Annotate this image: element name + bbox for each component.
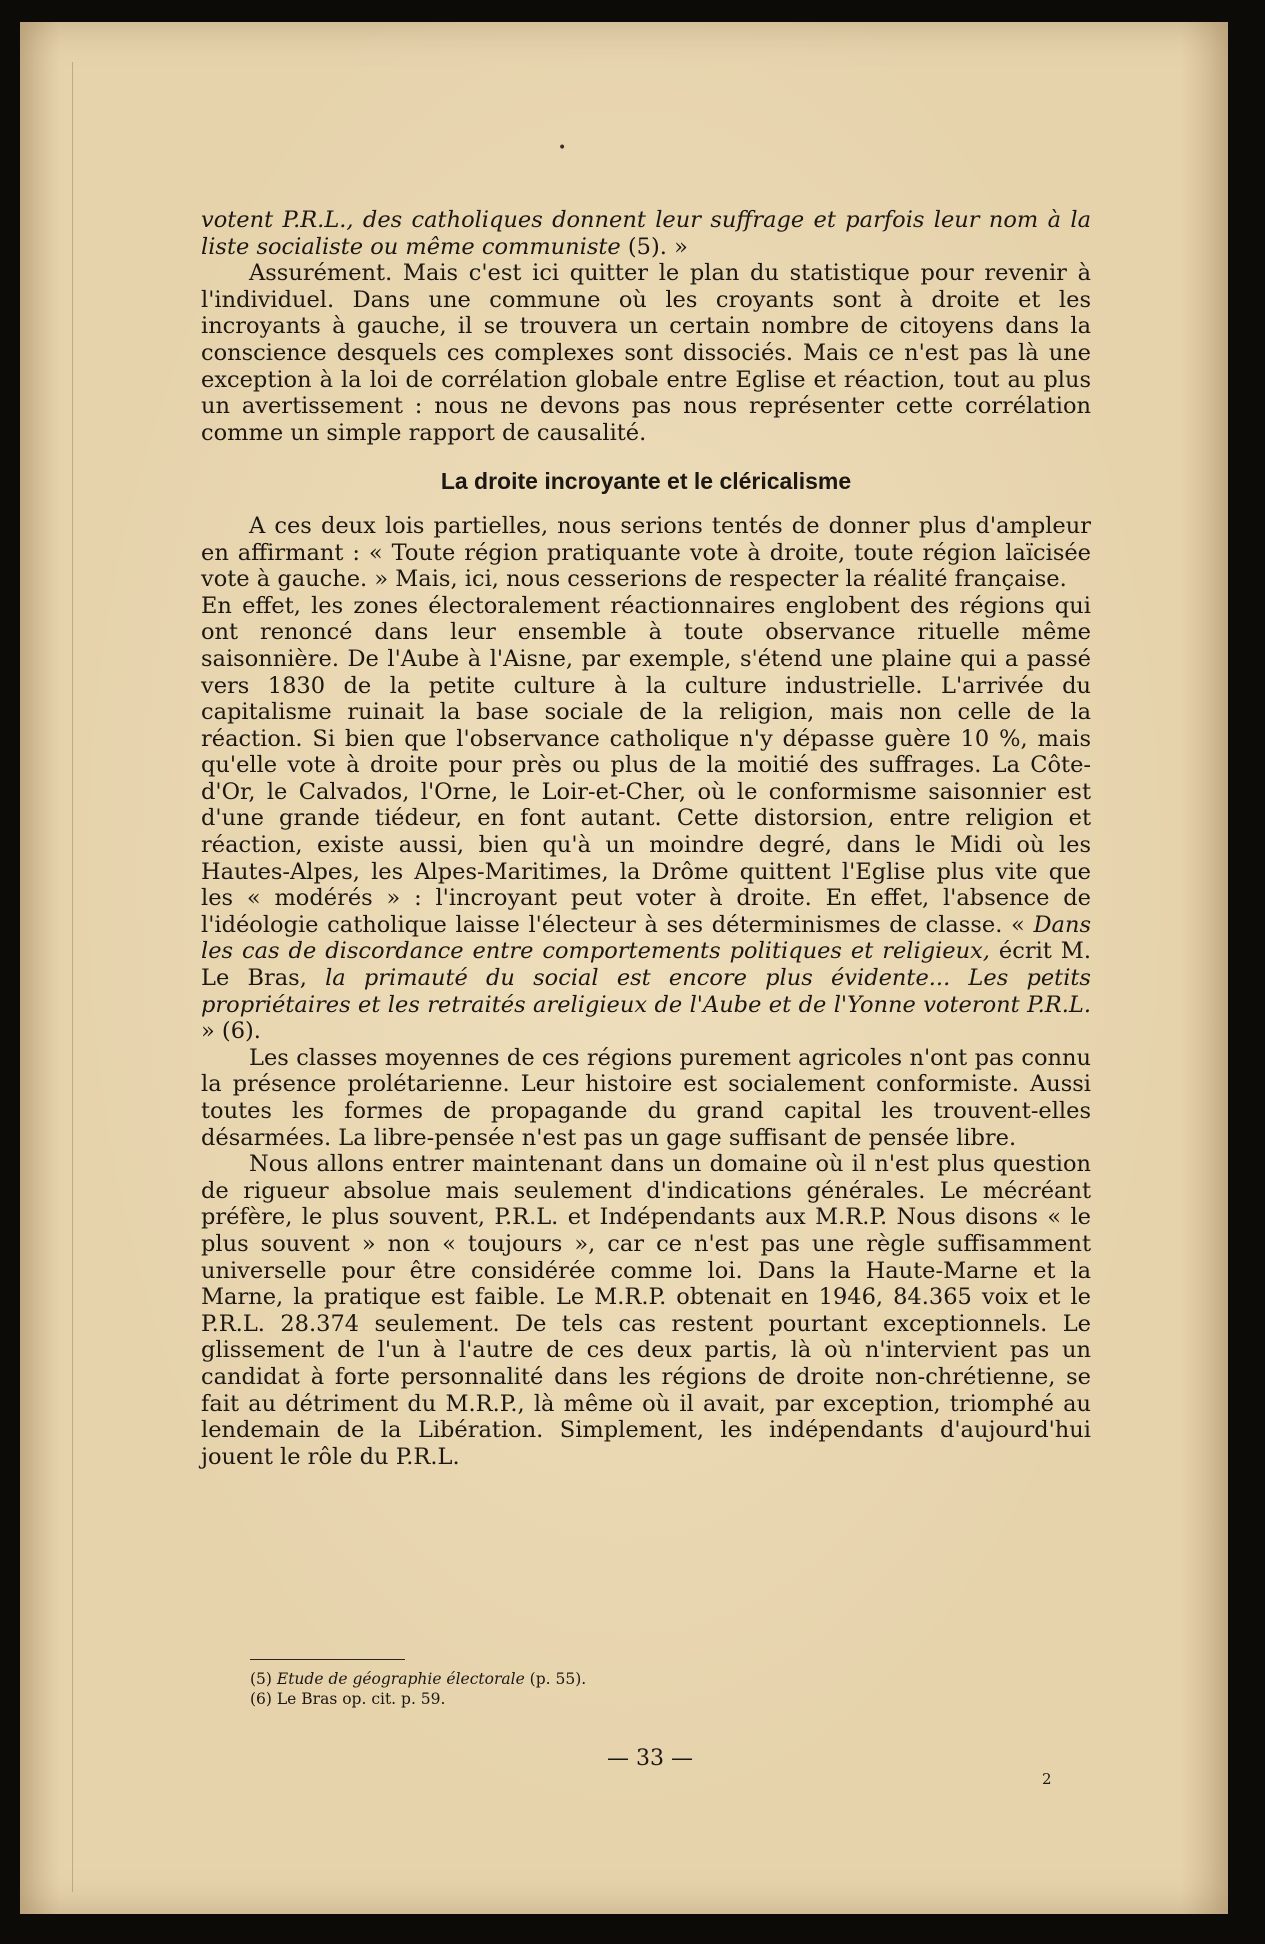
paragraph — [201, 1151, 1091, 1470]
text-segment: Assurément. Mais c'est ici quitter le plan du statistique pour revenir à l'individuel. Dans une commune où les croyants sont à droite et les incroyants à gauche, il se trouvera un certain nombre de citoyens dans la conscience desquels ces complexes sont dissociés. Mais ce n'est pas là une exception à la loi de corrélation globale entre Eglise et réaction, tout au plus un avertissement : nous ne devons pas nous représenter cette corrélation comme un simple rapport de causalité. — [201, 260, 1091, 446]
text-segment: Les classes moyennes de ces régions purement agricoles n'ont pas connu la présence prolétarienne. Leur histoire est socialement conformiste. Aussi toutes les formes de propagande du grand capital les trouvent-elles désarmées. La libre-pensée n'est pas un gage suffisant de pensée libre. — [201, 1044, 1091, 1151]
page-fold-line — [72, 62, 73, 1892]
page-number: — 33 — — [607, 1746, 693, 1771]
text-segment: Nous allons entrer maintenant dans un domaine où il n'est plus question de rigueur absolue mais seulement d'indications générales. Le mécréant préfère, le plus souvent, P.R.L. et Indépendants aux M.R.P. Nous disons « le plus souvent » non « toujours », car ce n'est pas une règle suffisamment universelle pour être considérée comme loi. Dans la Haute-Marne et la Marne, la pratique est faible. Le M.R.P. obtenait en 1946, 84.365 voix et le P.R.L. 28.374 seulement. De tels cas restent pourtant exceptionnels. Le glissement de l'un à l'autre de ces deux partis, là où n'intervient pas un candidat à forte personnalité dans les régions de droite non-chrétienne, se fait au détriment du M.R.P., là même où il avait, par exception, triomphé au lendemain de la Libération. Simplement, les indépendants d'aujourd'hui jouent le rôle du P.R.L. — [201, 1151, 1091, 1470]
body-text — [201, 207, 1091, 1470]
paragraph — [201, 1045, 1091, 1151]
ink-dot: • — [558, 140, 567, 156]
footnote-text: Le Bras op. cit. p. 59. — [276, 1690, 446, 1708]
paragraph — [201, 513, 1091, 593]
text-segment: » (6). — [201, 1018, 261, 1045]
footnote-marker: (6) — [250, 1690, 277, 1708]
italic-text: la primauté du social est encore plus évidente... Les petits propriétaires et les retraités areligieux de l'Aube et de l'Yonne voteront P.R.L. — [201, 965, 1091, 1018]
footnote-text: (p. 55). — [524, 1670, 587, 1688]
footnote-rule — [250, 1659, 405, 1660]
book-page — [20, 22, 1228, 1914]
text-segment: A ces deux lois partielles, nous serions tentés de donner plus d'ampleur en affirmant : « Toute région pratiquante vote à droite, toute région laïcisée vote à gauche. » Mais, ici, nous cesserions de respecter la réalité française. — [201, 512, 1091, 593]
text-segment: (5). » — [620, 233, 688, 260]
footnotes — [250, 1669, 950, 1709]
text-segment: En effet, les zones électoralement réactionnaires englobent des régions qui ont renoncé dans leur ensemble à toute observance rituelle même saisonnière. De l'Aube à l'Aisne, par exemple, s'étend une plaine qui a passé vers 1830 de la petite culture à la culture industrielle. L'arrivée du capitalisme ruinait la base sociale de la religion, mais non celle de la réaction. Si bien que l'observance catholique n'y dépasse guère 10 %, mais qu'elle vote à droite pour près ou plus de la moitié des suffrages. La Côte-d'Or, le Calvados, l'Orne, le Loir-et-Cher, où le conformisme saisonnier est d'une grande tiédeur, en font autant. Cette distorsion, entre religion et réaction, existe aussi, bien qu'à un moindre degré, dans le Midi où les Hautes-Alpes, les Alpes-Maritimes, la Drôme quittent l'Eglise plus vite que les « modérés » : l'incroyant peut voter à droite. En effet, l'absence de l'idéologie catholique laisse l'électeur à ses déterminismes de classe. « — [201, 592, 1091, 938]
italic-text: Dans les cas de discordance entre comportements politiques et religieux, — [201, 911, 1091, 965]
paragraph — [201, 593, 1091, 1045]
footnote — [250, 1689, 950, 1709]
footnote — [250, 1669, 950, 1689]
italic-text: votent P.R.L., des catholiques donnent leur suffrage et parfois leur nom à la liste socialiste ou même communiste — [201, 207, 1091, 260]
text-segment: écrit M. Le Bras, — [201, 938, 1091, 992]
signature-mark: 2 — [1042, 1770, 1052, 1788]
footnote-marker: (5) — [250, 1670, 277, 1688]
paragraph — [201, 207, 1091, 260]
paragraphs-before-title — [201, 207, 1091, 446]
section-title: La droite incroyante et le cléricalisme — [440, 468, 852, 495]
paragraph — [201, 260, 1091, 446]
paragraphs-after-title — [201, 513, 1091, 1470]
footnote-title: Etude de géographie électorale — [276, 1670, 525, 1688]
